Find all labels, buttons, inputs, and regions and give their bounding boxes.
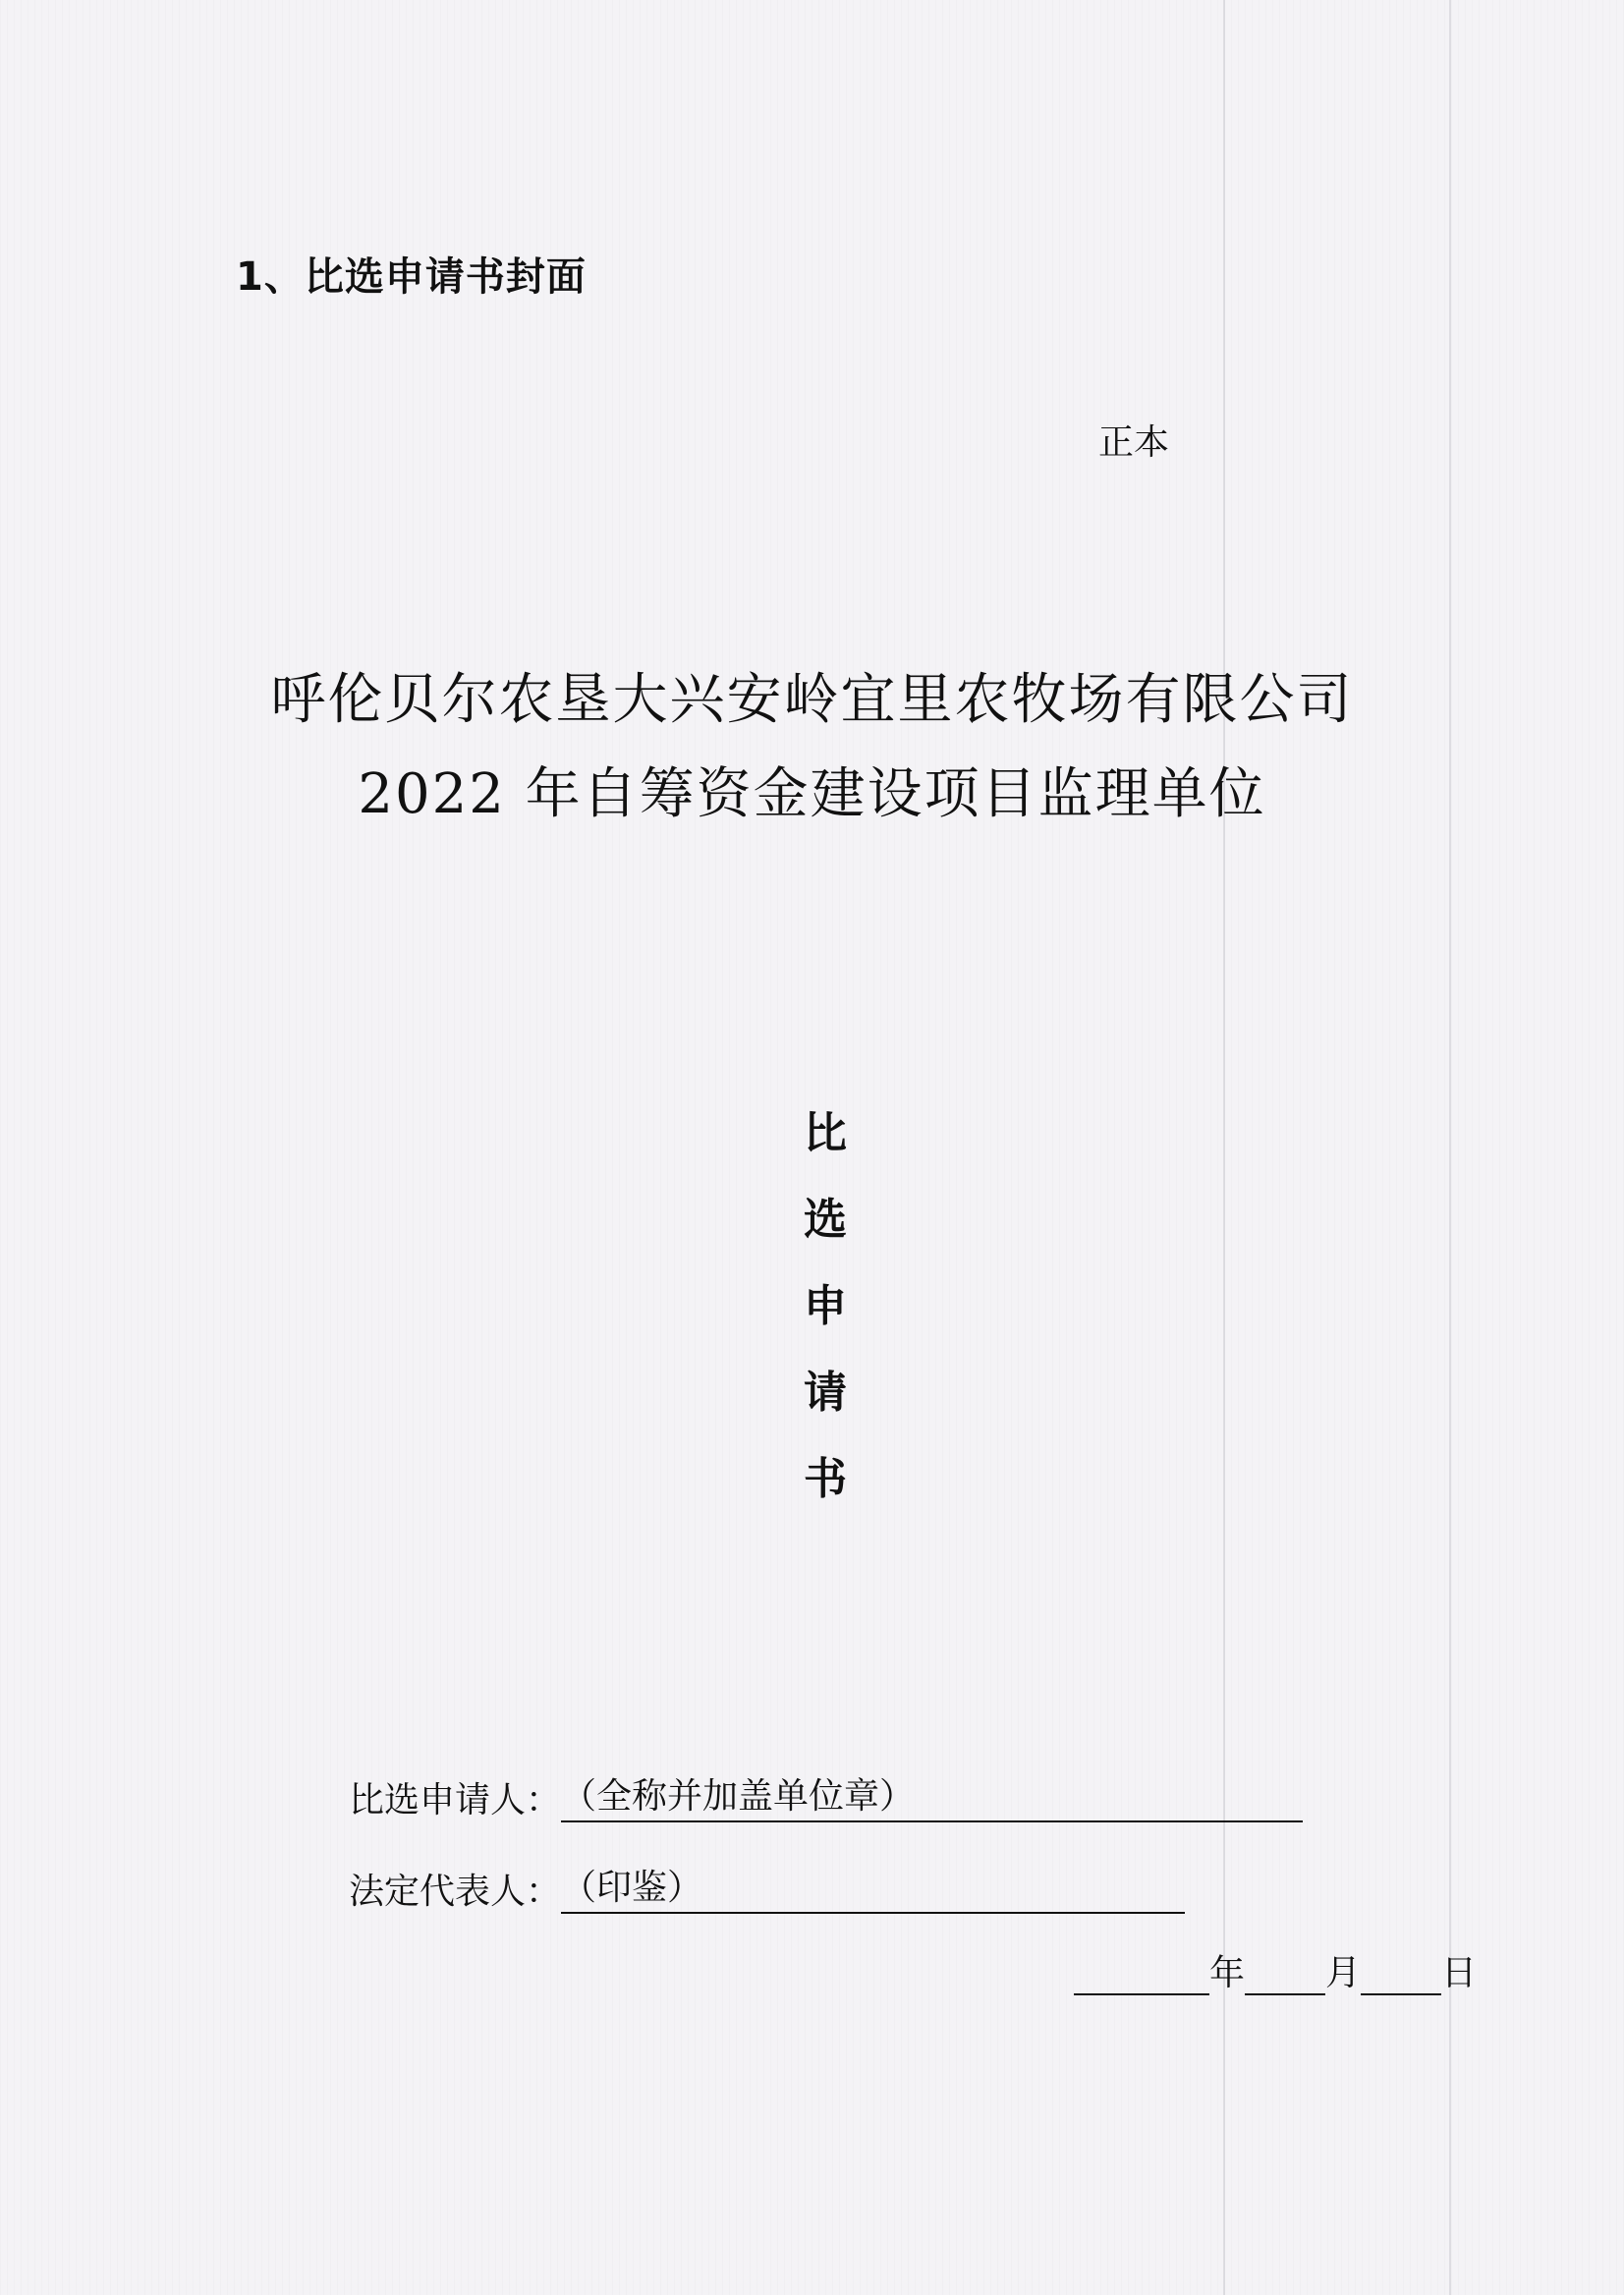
document-title-char: 选 <box>804 1195 847 1245</box>
applicant-value: （全称并加盖单位章） <box>561 1768 1303 1822</box>
day-blank <box>1361 1956 1441 1995</box>
section-heading: 1、比选申请书封面 <box>236 254 587 300</box>
project-title-line-2: 2022 年自筹资金建设项目监理单位 <box>358 762 1266 826</box>
document-title-vertical <box>796 1091 855 1523</box>
document-title-char: 比 <box>804 1108 847 1158</box>
representative-field <box>349 1860 1185 1914</box>
document-title-char: 书 <box>804 1454 847 1504</box>
project-title-line-1: 呼伦贝尔农垦大兴安岭宜里农牧场有限公司 <box>270 668 1354 732</box>
applicant-label: 比选申请人： <box>349 1780 562 1820</box>
month-blank <box>1245 1956 1325 1995</box>
document-title-char: 申 <box>804 1281 847 1331</box>
month-label: 月 <box>1325 1953 1362 1993</box>
date-line <box>1074 1945 1477 1995</box>
representative-value: （印鉴） <box>561 1860 1185 1914</box>
copy-mark: 正本 <box>1098 422 1170 463</box>
day-label: 日 <box>1441 1953 1478 1993</box>
year-blank <box>1074 1956 1209 1995</box>
representative-label: 法定代表人： <box>349 1872 562 1912</box>
year-label: 年 <box>1209 1953 1246 1993</box>
applicant-field <box>349 1768 1303 1822</box>
document-title-char: 请 <box>804 1368 847 1418</box>
